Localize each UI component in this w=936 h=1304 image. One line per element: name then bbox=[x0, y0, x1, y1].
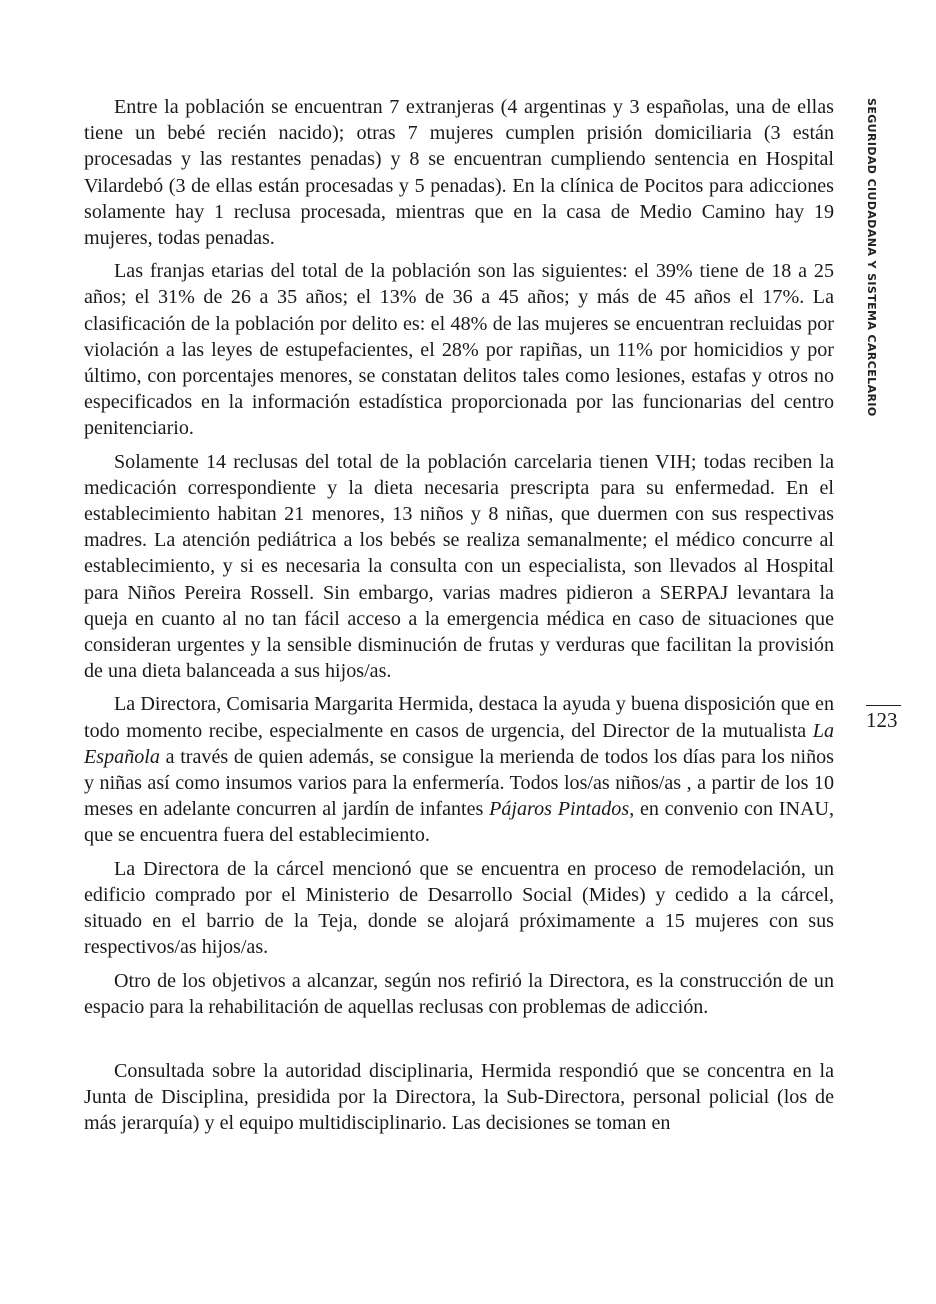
text-run: a través de quien además, se consigue la merienda de todos los días para los niños y niñas así como insumos varios para la enfermería. Todos los/as niños/as , a partir de los 10 meses en adelante concurren al jardín de infantes bbox=[84, 745, 834, 821]
paragraph-foreign-inmates: Entre la población se encuentran 7 extranjeras (4 argentinas y 3 españolas, una de ellas tiene un bebé recién nacido); otras 7 mujeres cumplen prisión domiciliaria (3 están procesadas y las restantes penadas) y 8 se encuentran cumpliendo sentencia en Hospital Vilardebó (3 de ellas están procesadas y 5 penadas). En la clínica de Pocitos para adicciones solamente hay 1 reclusa procesada, mientras que en la casa de Medio Camino hay 19 mujeres, todas penadas. bbox=[84, 96, 834, 250]
text-run: La Directora, Comisaria Margarita Hermida, destaca la ayuda y buena disposición que en todo momento recibe, especialmente en casos de urgencia, del Director de la mutualista bbox=[84, 693, 834, 742]
page-number: 123 bbox=[866, 708, 898, 732]
italic-mutualista-name: La Española bbox=[84, 719, 834, 768]
paragraph-director-support bbox=[84, 691, 834, 848]
page-number-rule bbox=[866, 705, 901, 706]
paragraph-disciplinary-authority: Consultada sobre la autoridad disciplinaria, Hermida respondió que se concentra en la Junta de Disciplina, presidida por la Directora, la Sub-Directora, personal policial (los de más jerarquía) y el equipo multidisciplinario. Las decisiones se toman en bbox=[84, 1059, 834, 1135]
italic-kindergarten-name: Pájaros Pintados bbox=[489, 798, 630, 821]
paragraph-rehab-space: Otro de los objetivos a alcanzar, según nos refirió la Directora, es la construcción de un espacio para la rehabilitación de aquellas reclusas con problemas de adicción. bbox=[84, 969, 834, 1018]
paragraph-health-children: Solamente 14 reclusas del total de la población carcelaria tienen VIH; todas reciben la medicación correspondiente y la dieta necesaria prescripta para su enfermedad. En el establecimiento habitan 21 menores, 13 niños y 8 niñas, que duermen con sus respectivas madres. La atención pediátrica a los bebés se realiza semanalmente; el médico concurre al establecimiento, y si es necesaria la consulta con un especialista, son llevados al Hospital para Niños Pereira Rossell. Sin embargo, varias madres pidieron a SERPAJ levantara la queja en cuanto al no tan fácil acceso a la emergencia médica en caso de situaciones que consideran urgentes y la sensible disminución de frutas y verduras que facilitan la provisión de una dieta balanceada a sus hijos/as. bbox=[84, 450, 834, 683]
running-head: SEGURIDAD CIUDADANA Y SISTEMA CARCELARIO bbox=[865, 98, 878, 417]
paragraph-age-crime-stats: Las franjas etarias del total de la población son las siguientes: el 39% tiene de 18 a 25 años; el 31% de 26 a 35 años; el 13% de 36 a 45 años; y más de 45 años el 17%. La clasificación de la población por delito es: el 48% de las mujeres se encuentran recluidas por violación a las leyes de estupefacientes, el 28% por rapiñas, un 11% por homicidios y por último, con porcentajes menores, se constatan delitos tales como lesiones, estafas y otros no especificados en la información estadística proporcionada por las funcionarias del centro penitenciario. bbox=[84, 260, 834, 440]
text-run: , en convenio con INAU, que se encuentra fuera del establecimiento. bbox=[84, 798, 835, 847]
body-text bbox=[84, 94, 834, 1144]
paragraph-remodeling: La Directora de la cárcel mencionó que se encuentra en proceso de remodelación, un edificio comprado por el Ministerio de Desarrollo Social (Mides) y cedido a la cárcel, situado en el barrio de la Teja, donde se alojará próximamente a 15 mujeres con sus respectivos/as hijos/as. bbox=[84, 857, 834, 959]
